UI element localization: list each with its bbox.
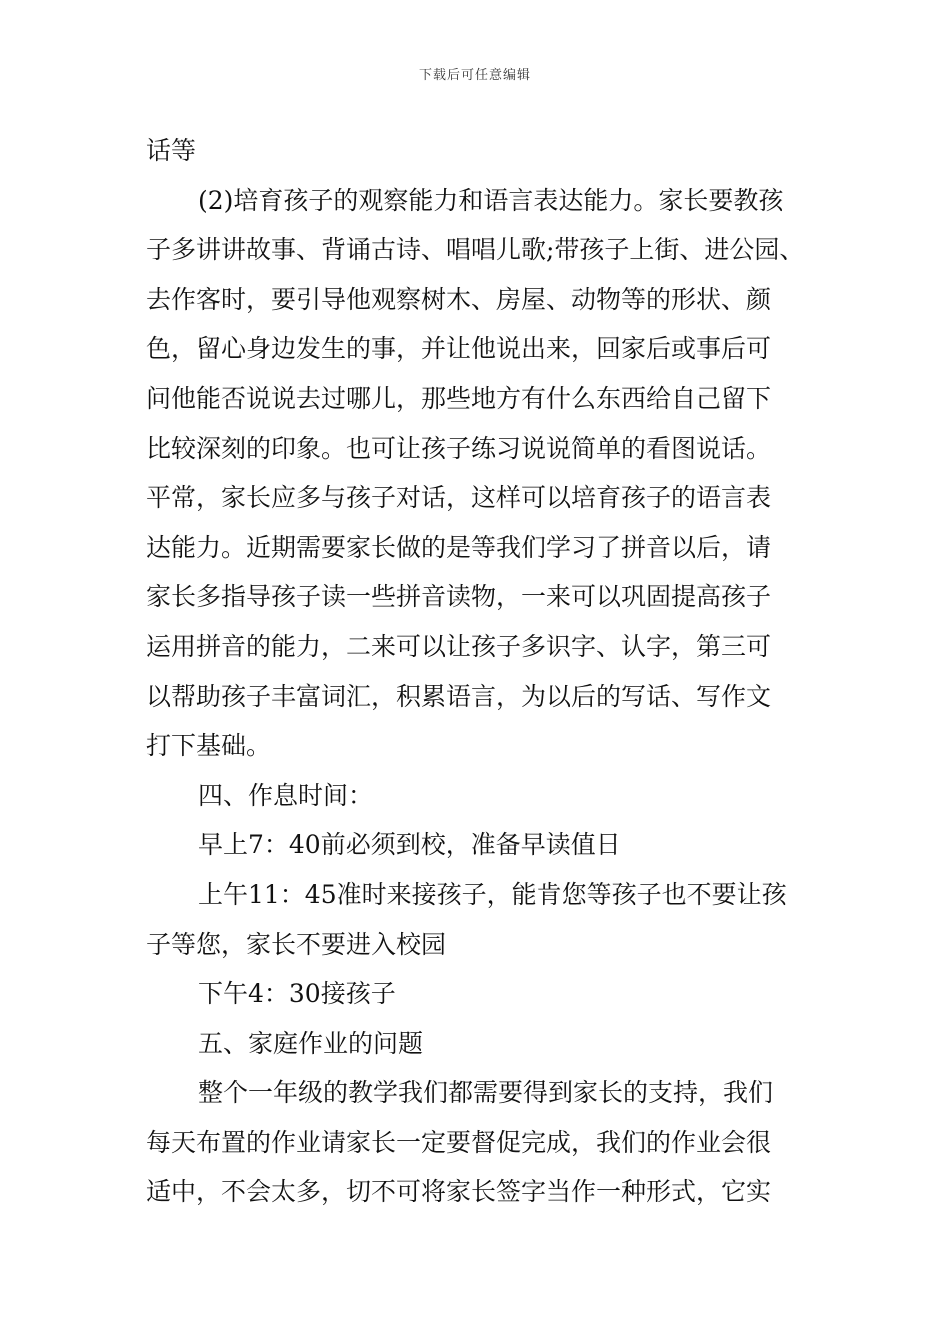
body-text bbox=[146, 126, 826, 1217]
text-line: 整个一年级的教学我们都需要得到家长的支持，我们 bbox=[198, 1078, 774, 1108]
text-line: 达能力。近期需要家长做的是等我们学习了拼音以后，请 bbox=[146, 532, 772, 562]
text-line: (2)培育孩子的观察能力和语言表达能力。家长要教孩 bbox=[198, 185, 784, 215]
text-line: 适中，不会太多，切不可将家长签字当作一种形式，它实 bbox=[146, 1177, 772, 1207]
page-header: 下载后可任意编辑 bbox=[418, 68, 531, 83]
text-line: 家长多指导孩子读一些拼音读物，一来可以巩固提高孩子 bbox=[146, 582, 772, 612]
text-line: 五、家庭作业的问题 bbox=[198, 1028, 424, 1058]
text-line: 色，留心身边发生的事，并让他说出来，回家后或事后可 bbox=[146, 334, 772, 364]
text-line: 运用拼音的能力，二来可以让孩子多识字、认字，第三可 bbox=[146, 631, 772, 661]
text-line: 问他能否说说去过哪儿，那些地方有什么东西给自己留下 bbox=[146, 383, 772, 413]
text-line: 以帮助孩子丰富词汇，积累语言，为以后的写话、写作文 bbox=[146, 681, 772, 711]
text-line: 子多讲讲故事、背诵古诗、唱唱儿歌;带孩子上街、进公园、 bbox=[146, 235, 805, 265]
text-line: 子等您，家长不要进入校园 bbox=[146, 929, 447, 959]
text-line: 下午4：30接孩子 bbox=[198, 979, 396, 1009]
text-line: 打下基础。 bbox=[146, 731, 272, 761]
text-line: 比较深刻的印象。也可让孩子练习说说简单的看图说话。 bbox=[146, 433, 772, 463]
text-line: 每天布置的作业请家长一定要督促完成，我们的作业会很 bbox=[146, 1127, 772, 1157]
text-line: 早上7：40前必须到校，准备早读值日 bbox=[198, 830, 621, 860]
text-line: 四、作息时间： bbox=[198, 780, 374, 810]
text-line: 去作客时，要引导他观察树木、房屋、动物等的形状、颜 bbox=[146, 284, 772, 314]
text-line: 上午11：45准时来接孩子，能肯您等孩子也不要让孩 bbox=[198, 879, 787, 909]
text-line: 平常，家长应多与孩子对话，这样可以培育孩子的语言表 bbox=[146, 483, 772, 513]
text-line: 话等 bbox=[146, 136, 197, 165]
